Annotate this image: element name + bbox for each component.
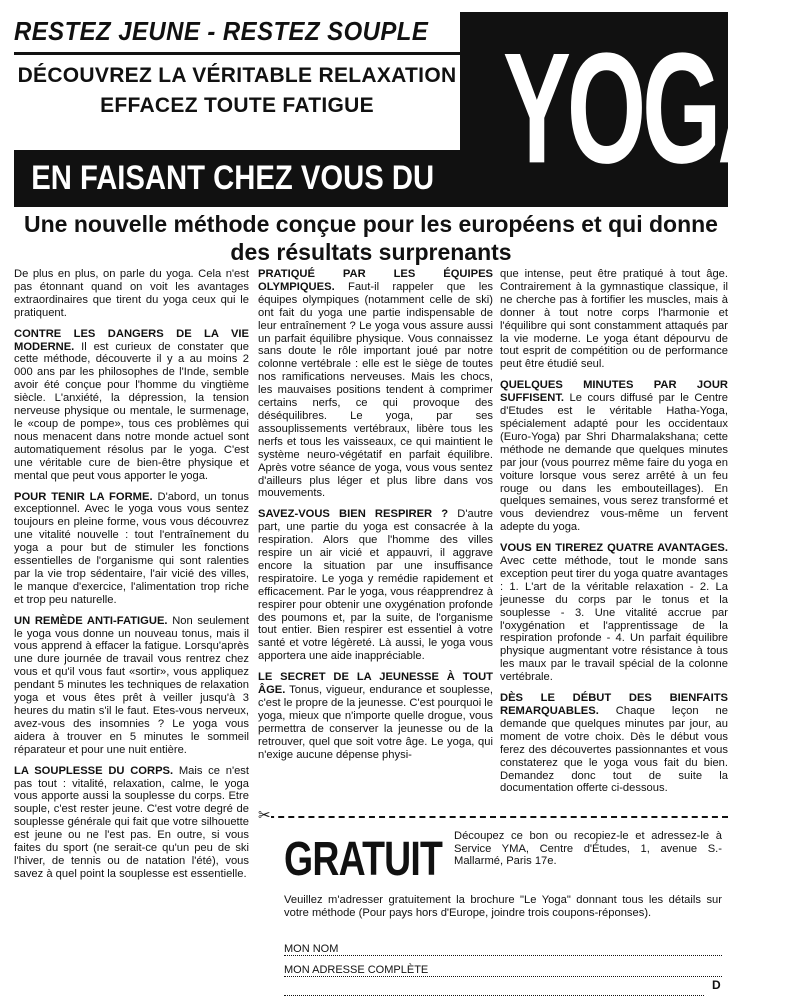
section-early-benefits: DÈS LE DÉBUT DES BIENFAITS REMARQUABLES. Chaque leçon ne demande que quelques minutes par jour, au moment de votre choix. Dès le début vous ferez des découvertes passionnantes et vous constaterez que le yoga vous fait du bien. Demandez donc tout de suite la documentation offerte ci-dessous. (500, 692, 728, 795)
article-column-3 (500, 268, 728, 803)
article-column-1 (14, 268, 249, 889)
section-heading: LA SOUPLESSE DU CORPS. (14, 764, 174, 777)
header-rule (14, 52, 460, 55)
section-heading: UN REMÈDE ANTI-FATIGUE. (14, 614, 168, 627)
section-modern-life: CONTRE LES DANGERS DE LA VIE MODERNE. Il est curieux de constater que cette méthode, découverte il y a au moins 2 000 ans par les philosophes de l'Inde, semble avoir été conçue pour l'homme du vingtième siècle. L'anxiété, la dépression, la tension nerveuse physique ou mentale, le surmenage, le «coup de pompe», tous ces problèmes qui nous menacent dans notre monde actuel sont automatiquement résolus par le yoga. C'est une véritable cure de bien-être physique et mental que peut vous apporter le yoga. (14, 327, 249, 482)
name-field[interactable] (284, 943, 722, 957)
headline-band-text: EN FAISANT CHEZ VOUS DU (31, 159, 435, 197)
yoga-title: YOGA (502, 19, 787, 196)
coupon (258, 807, 728, 996)
section-heading: DÈS LE DÉBUT DES BIENFAITS REMARQUABLES. (500, 692, 728, 717)
section-flexibility: LA SOUPLESSE DU CORPS. Mais ce n'est pas tout : vitalité, relaxation, calme, le yoga vous apporte aussi la souplesse du corps. Etre souple, c'est rester jeune. C'est votre degré de souplesse générale qui fait que votre silhouette est jeune ou ne l'est pas. En outre, si vous faites du sport (ne serait-ce qu'un peu de ski l'hiver, de tennis ou de natation l'été), vous savez à quel point la souplesse est essentielle. (14, 764, 250, 880)
address-field-label: MON ADRESSE COMPLÈTE (284, 964, 432, 976)
section-youth-secret: LE SECRET DE LA JEUNESSE À TOUT ÂGE. Tonus, vigueur, endurance et souplesse, c'est le propre de la jeunesse. C'est pourquoi le yoga, mieux que n'importe quelle drogue, vous permettra de conserver la jeunesse ou de la retrouver, quel que soit votre âge. Le yoga, qui n'exige aucune dépense physi- (258, 671, 494, 761)
section-heading: PRATIQUÉ PAR LES ÉQUIPES OLYMPIQUES. (258, 268, 493, 293)
section-few-minutes: QUELQUES MINUTES PAR JOUR SUFFISENT. Le cours diffusé par le Centre d'Etudes est le véritable Hatha-Yoga, spécialement adapté pour les occidentaux (Euro-Yoga) par Shri Dharmalakshana; cette méthode ne demande que quelques minutes par jour (vous pourrez même faire du yoga en voiture lorsque vous serez arrêté à un feu rouge ou dans les embouteillages). En quelques semaines, vous serez transformé et vous deviendrez vous-même un fervent adepte du yoga. (500, 379, 729, 534)
subheadline: Une nouvelle méthode conçue pour les européens et qui donne des résultats surprenants (24, 211, 718, 265)
address-extra-line[interactable] (284, 985, 704, 996)
article-intro: De plus en plus, on parle du yoga. Cela n'est pas étonnant quand on voit les avantages extraordinaires que tirent du yoga ceux qui le pratiquent. (14, 268, 249, 319)
name-field-label: MON NOM (284, 943, 342, 955)
section-heading: LE SECRET DE LA JEUNESSE À TOUT ÂGE. (258, 671, 493, 697)
tagline-fatigue: EFFACEZ TOUTE FATIGUE (100, 94, 374, 117)
coupon-request-text: Veuillez m'adresser gratuitement la brochure "Le Yoga" donnant tous les détails sur votre méthode (Pour pays hors d'Europe, joindre trois coupons-réponses). (284, 894, 722, 919)
scissors-icon: ✂ (258, 807, 271, 824)
yoga-title-block (460, 12, 787, 207)
coupon-instructions: Découpez ce bon ou recopiez-le et adressez-le à Service YMA, Centre d'Études, 1, avenue S.-Mallarmé, Paris 17e. (454, 830, 722, 868)
address-field[interactable] (284, 964, 722, 978)
section-heading: QUELQUES MINUTES PAR JOUR SUFFISENT. (500, 379, 728, 405)
section-breathing: SAVEZ-VOUS BIEN RESPIRER ? D'autre part, une partie du yoga est consacrée à la respiration. Alors que l'homme des villes respire un air vicié et appauvri, il aggrave encore la situation par une insuffisance respiratoire. Le yoga y remédie rapidement et efficacement. Par le yoga, vous réapprendrez à respirer pour obtenir une oxygénation profonde des poumons et, par la suite, de l'organisme tout entier. Bien respirer est essentiel à votre santé et votre légèreté. Là aussi, le yoga vous apportera une aide inappréciable. (258, 508, 493, 663)
tagline-relaxation: DÉCOUVREZ LA VÉRITABLE RELAXATION (17, 64, 457, 87)
article-column-2 (258, 268, 493, 770)
kicker-headline: RESTEZ JEUNE - RESTEZ SOUPLE (14, 12, 422, 50)
section-heading: SAVEZ-VOUS BIEN RESPIRER ? (258, 508, 449, 521)
address-field-line (284, 976, 722, 977)
headline-band (14, 150, 460, 207)
coupon-title: GRATUIT (284, 833, 443, 886)
section-heading: CONTRE LES DANGERS DE LA VIE MODERNE. (14, 327, 249, 353)
section-olympic-teams: PRATIQUÉ PAR LES ÉQUIPES OLYMPIQUES. Faut-il rappeler que les équipes olympiques (notamment celle de ski) ont fait du yoga une partie indispensable de leur entraînement ? Le yoga vous assure aussi un parfait équilibre physique. Vous connaissez sans doute le rôle important joué par notre colonne vertébrale : elle est le siège de toutes nos ramifications nerveuses. Mais les chocs, les mauvaises positions tendent à comprimer certains nerfs, ce qui provoque des déséquilibres. Le yoga, par ses assouplissements vertébraux, libère tous les nerfs et tous les vaisseaux, ce qui maintient le système neuro-végétatif en parfait équilibre. Après votre séance de yoga, vous vous sentez d'ailleurs plus léger et plus libre dans vos mouvements. (258, 268, 494, 500)
section-anti-fatigue: UN REMÈDE ANTI-FATIGUE. Non seulement le yoga vous donne un nouveau tonus, mais il vous apprend à effacer la fatigue. Lorsqu'après une dure journée de travail vous rentrez chez vous et qu'il vous faut «sortir», vous appliquez pendant 5 minutes les techniques de relaxation yoga et vous êtes prêt à veiller jusqu'à 3 heures du matin s'il le faut. Etes-vous nerveux, avez-vous des insomnies ? Le yoga vous aidera à trouver en 5 minutes le sommeil réparateur et pour une nuit entière. (14, 614, 250, 756)
section-continuation: que intense, peut être pratiqué à tout âge. Contrairement à la gymnastique classique, il ne cherche pas à fortifier les muscles, mais à donner à tout notre corps l'harmonie et l'équilibre qui sont constamment attaqués par la vie moderne. Le yoga étant dépourvu de tout esprit de compétition ou de performance peut être étudié seul. (500, 268, 728, 371)
section-four-benefits: VOUS EN TIREREZ QUATRE AVANTAGES. Avec cette méthode, tout le monde sans exception peut tirer du yoga quatre avantages : 1. L'art de la véritable relaxation - 2. La jeunesse du corps par le tonus et la souplesse - 3. Une vitalité accrue par l'oxygénation et l'apprentissage de la respiration profonde - 4. Un parfait équilibre physique augmentant votre résistance à tous les maux par le travail spécial de la colonne vertébrale. (500, 542, 728, 684)
section-heading: VOUS EN TIREREZ QUATRE AVANTAGES. (500, 542, 728, 555)
name-field-line (284, 955, 722, 956)
section-heading: POUR TENIR LA FORME. (14, 490, 153, 503)
section-fitness: POUR TENIR LA FORME. D'abord, un tonus exceptionnel. Avec le yoga vous vous sentez toujours en pleine forme, vous vous découvrez une vitalité nouvelle : tout l'entraînement du yoga a pour but de stimuler les fonctions essentielles de l'organisme qui sont ralenties par la vie trop sédentaire, l'air vicié des villes, le manque d'exercice, l'alimentation trop riche et trop peu naturelle. (14, 490, 250, 606)
coupon-code: D (712, 978, 721, 992)
